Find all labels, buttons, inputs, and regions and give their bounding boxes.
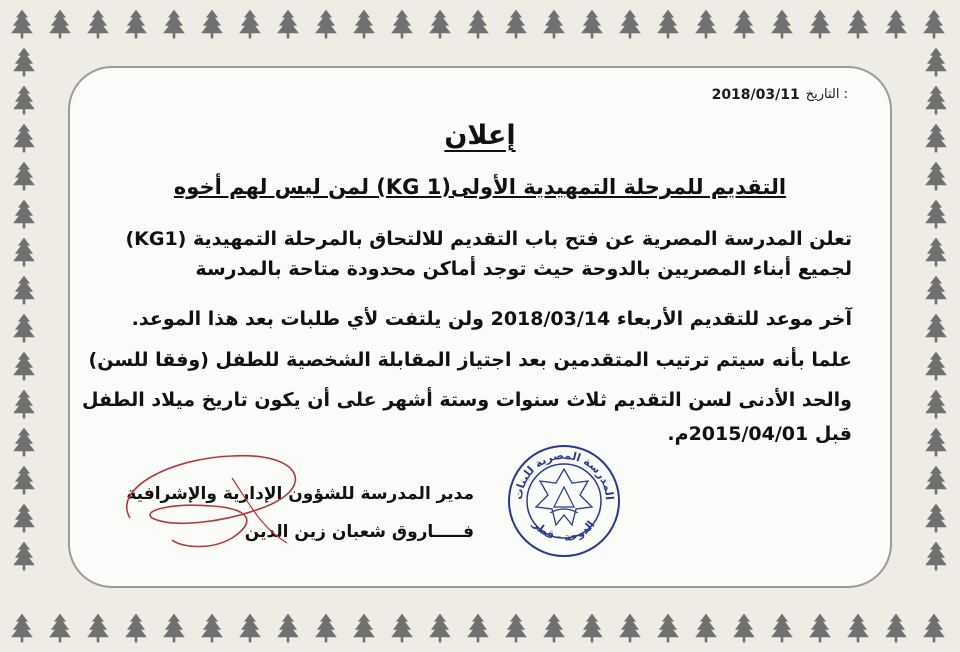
signature-name: فـــــاروق شعبان زين الدين — [244, 522, 474, 542]
signature-title: مدير المدرسة للشؤون الإدارية والإشرافية — [126, 484, 474, 504]
school-stamp — [506, 443, 622, 559]
announcement-subtitle: التقديم للمرحلة التمهيدية الأولى(KG 1) لمن ليس لهم أخوه — [173, 175, 787, 199]
body-line-3: آخر موعد للتقديم الأربعاء 2018/03/14 ولن يلتفت لأي طلبات بعد هذا الموعد. — [131, 308, 852, 330]
date-line — [712, 87, 848, 103]
announcement-title: إعلان — [444, 120, 516, 151]
date-value: 2018/03/11 — [711, 87, 800, 103]
body-line-1: تعلن المدرسة المصرية عن فتح باب التقديم للالتحاق بالمرحلة التمهيدية (KG1) — [125, 228, 852, 250]
date-label: التاريخ : — [805, 87, 848, 102]
body-line-5: والحد الأدنى لسن التقديم ثلاث سنوات وستة أشهر على أن يكون تاريخ ميلاد الطفل — [81, 389, 852, 411]
body-line-2: لجميع أبناء المصريين بالدوحة حيث توجد أماكن محدودة متاحة بالمدرسة — [195, 258, 852, 280]
body-line-4: علما بأنه سيتم ترتيب المتقدمين بعد اجتياز المقابلة الشخصية للطفل (وفقا للسن) — [88, 349, 852, 371]
handwritten-signature — [112, 448, 312, 558]
body-line-6: قبل 2015/04/01م. — [667, 423, 852, 445]
stamp-top-text: المدرسة المصرية للبنات — [511, 448, 617, 501]
stamp-bottom-text: الدوحة - قطر — [530, 518, 598, 544]
